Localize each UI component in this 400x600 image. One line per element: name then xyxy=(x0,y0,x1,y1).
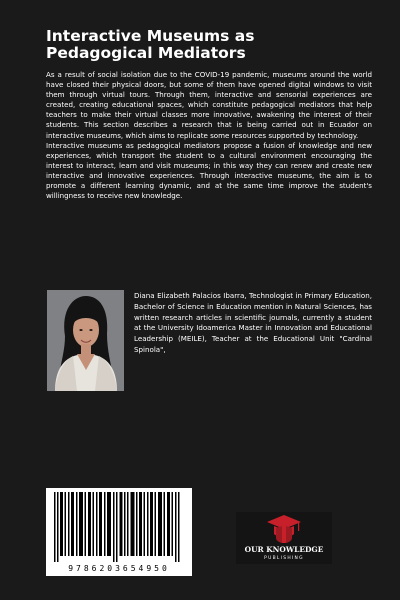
book-description xyxy=(46,70,372,201)
author-bio: Diana Elizabeth Palacios Ibarra, Technologist in Primary Education, Bachelor of Science in Education mention in Natural Sciences, has written research articles in scientific journals, currently a student at the University Idoamerica Master in Innovation and Educational Leadership (MEILE), Teacher at the Educational Unit "Cardinal Spinola", xyxy=(134,291,372,354)
isbn-digits: 9786203654950 xyxy=(68,564,170,573)
author-portrait-image xyxy=(47,290,124,391)
publisher-name: OUR KNOWLEDGE xyxy=(244,545,324,554)
barcode-bars xyxy=(54,492,184,562)
author-photo xyxy=(47,290,124,391)
publisher-logo xyxy=(236,512,332,564)
publisher-subtitle: PUBLISHING xyxy=(264,556,304,561)
book-title xyxy=(46,28,366,62)
book-title-line-1: Interactive Museums as xyxy=(46,27,255,45)
description-paragraph-2: Interactive museums as pedagogical mediators propose a fusion of knowledge and new experiences, which transport the student to a cultural environment encouraging the interest to interact, learn and visit museums; in this way they can renew and create new interactive and innovative experiences. Through interactive museums, the aim is to promote a different learning dynamic, and at the same time improve the student's willingness to receive new knowledge. xyxy=(46,140,372,201)
isbn-barcode xyxy=(46,488,192,576)
graduation-cap-icon xyxy=(266,514,302,544)
book-title-line-2: Pedagogical Mediators xyxy=(46,44,246,62)
description-paragraph-1: As a result of social isolation due to the COVID-19 pandemic, museums around the world have closed their physical doors, but some of them have opened digital windows to visit them through virtual tours. Through them, interactive and sensorial experiences are created, creating educational spaces, which constitute pedagogical mediators that help teachers to make their virtual classes more innovative, awakening the interest of their students. This section describes a research that is being carried out in Ecuador on interactive museums, which aims to replicate some resources supported by technology. xyxy=(46,70,372,140)
